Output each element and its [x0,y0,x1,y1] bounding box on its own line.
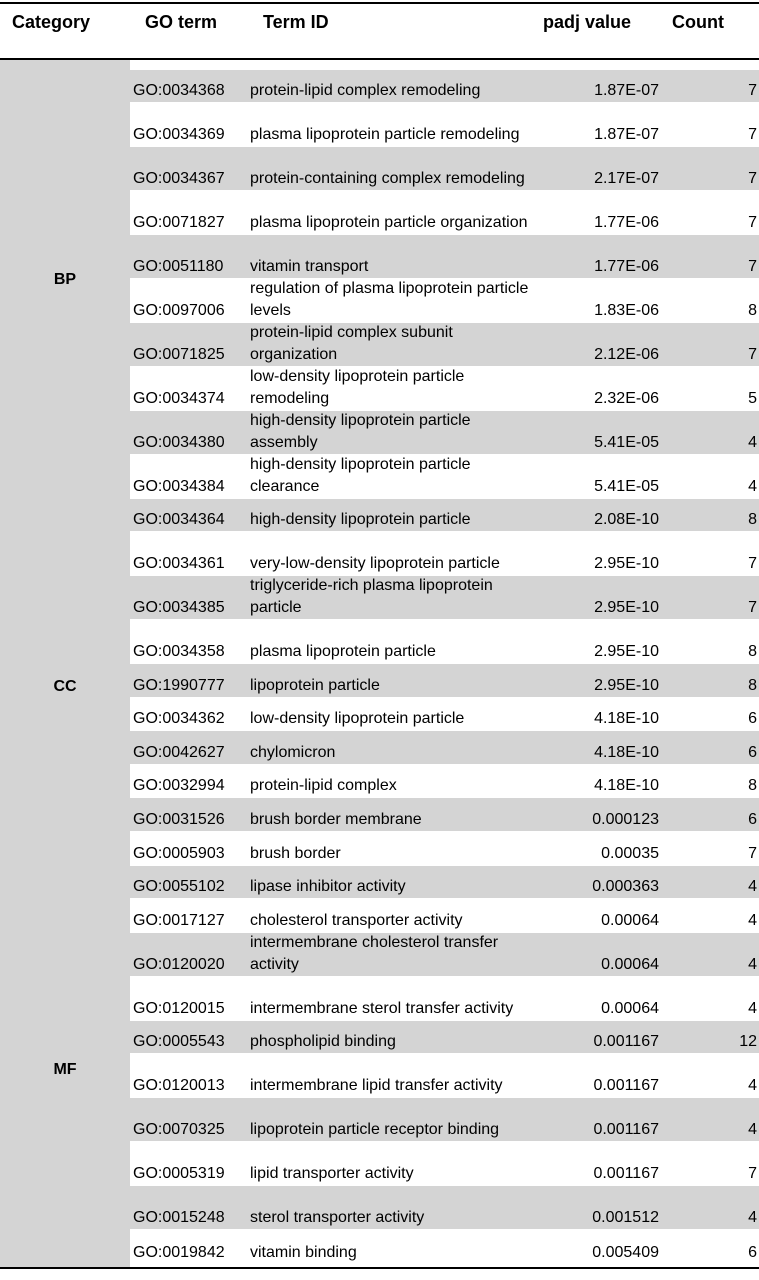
term-id-cell: lipoprotein particle receptor binding [250,1121,500,1138]
term-id-cell: plasma lipoprotein particle [250,643,436,660]
go-term-cell: GO:0034358 [133,643,225,660]
padj-cell: 0.001167 [593,1033,659,1050]
go-term-cell: GO:0051180 [133,258,224,275]
go-term-cell: GO:0005543 [133,1033,225,1050]
table-row [130,698,759,730]
padj-cell: 0.00064 [601,912,659,929]
count-cell: 12 [739,1033,757,1050]
padj-cell: 2.08E-10 [594,511,659,528]
header-category: Category [12,12,91,32]
table-row [130,532,759,575]
count-cell: 8 [748,511,757,528]
term-id-cell: intermembrane cholesterol transfer activity [250,934,499,973]
count-cell: 6 [748,1244,757,1261]
term-id-cell: high-density lipoprotein particle clearance [250,456,471,495]
padj-cell: 5.41E-05 [594,434,659,451]
term-id-cell: low-density lipoprotein particle remodeling [250,368,465,407]
header-go-term: GO term [145,12,218,32]
term-id-cell: vitamin binding [250,1244,357,1261]
padj-cell: 0.005409 [592,1244,659,1261]
count-cell: 4 [748,912,757,929]
table-row [130,620,759,663]
count-cell: 7 [748,170,757,187]
count-cell: 7 [748,82,757,99]
count-cell: 7 [748,258,757,275]
table-row [130,455,759,498]
term-id-cell: lipid transporter activity [250,1165,414,1182]
table-row [130,1021,759,1053]
count-cell: 8 [748,677,757,694]
term-id-cell: brush border membrane [250,811,422,828]
term-id-cell: phospholipid binding [250,1033,396,1050]
go-term-cell: GO:0071825 [133,346,225,363]
go-term-cell: GO:0034361 [133,555,225,572]
bottom-rule [0,1267,759,1269]
table-row [130,731,759,764]
table-row [130,70,759,102]
padj-cell: 0.00035 [601,845,659,862]
go-term-cell: GO:0034374 [133,390,225,407]
go-term-cell: GO:0042627 [133,744,225,761]
padj-cell: 0.000363 [592,878,659,895]
term-id-cell: high-density lipoprotein particle [250,511,471,528]
term-id-cell: regulation of plasma lipoprotein particle levels [250,280,529,319]
count-cell: 6 [748,710,757,727]
term-id-cell: triglyceride-rich plasma lipoprotein particle [250,577,493,616]
go-term-cell: GO:0034362 [133,710,225,727]
count-cell: 8 [748,302,757,319]
padj-cell: 2.17E-07 [594,170,659,187]
term-id-cell: very-low-density lipoprotein particle [250,555,500,572]
term-id-cell: high-density lipoprotein particle assembly [250,412,471,451]
table-header [0,4,759,58]
table-row [130,576,759,619]
term-id-cell: plasma lipoprotein particle organization [250,214,528,231]
count-cell: 8 [748,643,757,660]
term-id-cell: protein-lipid complex subunit organization [250,324,453,363]
padj-cell: 4.18E-10 [594,777,659,794]
go-term-cell: GO:0005319 [133,1165,225,1182]
padj-cell: 2.95E-10 [594,555,659,572]
term-id-cell: lipase inhibitor activity [250,878,406,895]
term-id-cell: lipoprotein particle [250,677,380,694]
padj-cell: 0.001167 [593,1077,659,1094]
padj-cell: 4.18E-10 [594,744,659,761]
count-cell: 8 [748,777,757,794]
padj-cell: 0.000123 [592,811,659,828]
padj-cell: 2.12E-06 [594,346,659,363]
count-cell: 5 [748,390,757,407]
count-cell: 7 [748,1165,757,1182]
table-row [130,1230,759,1264]
padj-cell: 1.77E-06 [594,214,659,231]
table-row [130,765,759,797]
table-row [130,798,759,831]
table-row [130,279,759,322]
term-id-cell: chylomicron [250,744,336,761]
count-cell: 4 [748,1121,757,1138]
go-term-cell: GO:0034369 [133,126,225,143]
padj-cell: 1.77E-06 [594,258,659,275]
term-id-cell: protein-lipid complex [250,777,397,794]
go-term-cell: GO:0019842 [133,1244,225,1261]
go-term-cell: GO:0120020 [133,956,225,973]
term-id-cell: sterol transporter activity [250,1209,425,1226]
go-term-cell: GO:0034384 [133,478,225,495]
term-id-cell: low-density lipoprotein particle [250,710,465,727]
go-term-cell: GO:0017127 [133,912,225,929]
padj-cell: 2.95E-10 [594,599,659,616]
go-term-cell: GO:0034385 [133,599,225,616]
count-cell: 4 [748,478,757,495]
padj-cell: 0.00064 [601,956,659,973]
go-term-cell: GO:0120015 [133,1000,225,1017]
term-id-cell: vitamin transport [250,258,369,275]
padj-cell: 5.41E-05 [594,478,659,495]
count-cell: 7 [748,214,757,231]
go-term-cell: GO:0034380 [133,434,225,451]
go-term-cell: GO:0070325 [133,1121,225,1138]
go-term-cell: GO:0097006 [133,302,225,319]
table-row [130,367,759,410]
count-cell: 7 [748,845,757,862]
count-cell: 6 [748,744,757,761]
table-row [130,1054,759,1097]
padj-cell: 0.001512 [592,1209,659,1226]
table-row [130,933,759,976]
header-count: Count [672,12,724,32]
go-term-cell: GO:0055102 [133,878,225,895]
table-row [130,866,759,898]
count-cell: 4 [748,878,757,895]
table-row [130,1186,759,1229]
table-row [130,499,759,531]
padj-cell: 1.87E-07 [594,82,659,99]
table-row [130,899,759,932]
go-term-cell: GO:0071827 [133,214,225,231]
table-row [130,191,759,234]
go-term-cell: GO:0034367 [133,170,225,187]
count-cell: 7 [748,346,757,363]
go-term-cell: GO:0034368 [133,82,225,99]
count-cell: 4 [748,1209,757,1226]
go-term-cell: GO:0005903 [133,845,225,862]
table-row [130,323,759,366]
go-term-cell: GO:1990777 [133,677,225,694]
count-cell: 4 [748,956,757,973]
padj-cell: 4.18E-10 [594,710,659,727]
category-mf: MF [53,1061,77,1078]
table-row [130,235,759,278]
count-cell: 6 [748,811,757,828]
category-cc: CC [53,678,77,695]
go-term-cell: GO:0034364 [133,511,225,528]
padj-cell: 2.95E-10 [594,677,659,694]
term-id-cell: intermembrane lipid transfer activity [250,1077,503,1094]
go-term-cell: GO:0015248 [133,1209,225,1226]
header-term-id: Term ID [263,12,329,32]
padj-cell: 2.95E-10 [594,643,659,660]
term-id-cell: protein-containing complex remodeling [250,170,525,187]
count-cell: 7 [748,555,757,572]
padj-cell: 1.87E-07 [594,126,659,143]
count-cell: 7 [748,599,757,616]
padj-cell: 2.32E-06 [594,390,659,407]
term-id-cell: intermembrane sterol transfer activity [250,1000,514,1017]
count-cell: 4 [748,434,757,451]
count-cell: 4 [748,1077,757,1094]
table-row [130,832,759,865]
term-id-cell: brush border [250,845,341,862]
padj-cell: 0.00064 [601,1000,659,1017]
table-row [130,664,759,697]
padj-cell: 0.001167 [593,1121,659,1138]
padj-cell: 0.001167 [593,1165,659,1182]
table-row [130,977,759,1020]
padj-cell: 1.83E-06 [594,302,659,319]
count-cell: 7 [748,126,757,143]
table-row [130,1142,759,1185]
category-bp: BP [53,271,77,288]
term-id-cell: protein-lipid complex remodeling [250,82,481,99]
term-id-cell: cholesterol transporter activity [250,912,463,929]
go-term-cell: GO:0032994 [133,777,225,794]
go-term-cell: GO:0031526 [133,811,225,828]
count-cell: 4 [748,1000,757,1017]
table-row [130,411,759,454]
table-row [130,147,759,190]
header-padj: padj value [543,12,632,32]
category-column [0,60,130,1267]
go-term-cell: GO:0120013 [133,1077,225,1094]
term-id-cell: plasma lipoprotein particle remodeling [250,126,520,143]
table-row [130,1098,759,1141]
table-row [130,103,759,146]
